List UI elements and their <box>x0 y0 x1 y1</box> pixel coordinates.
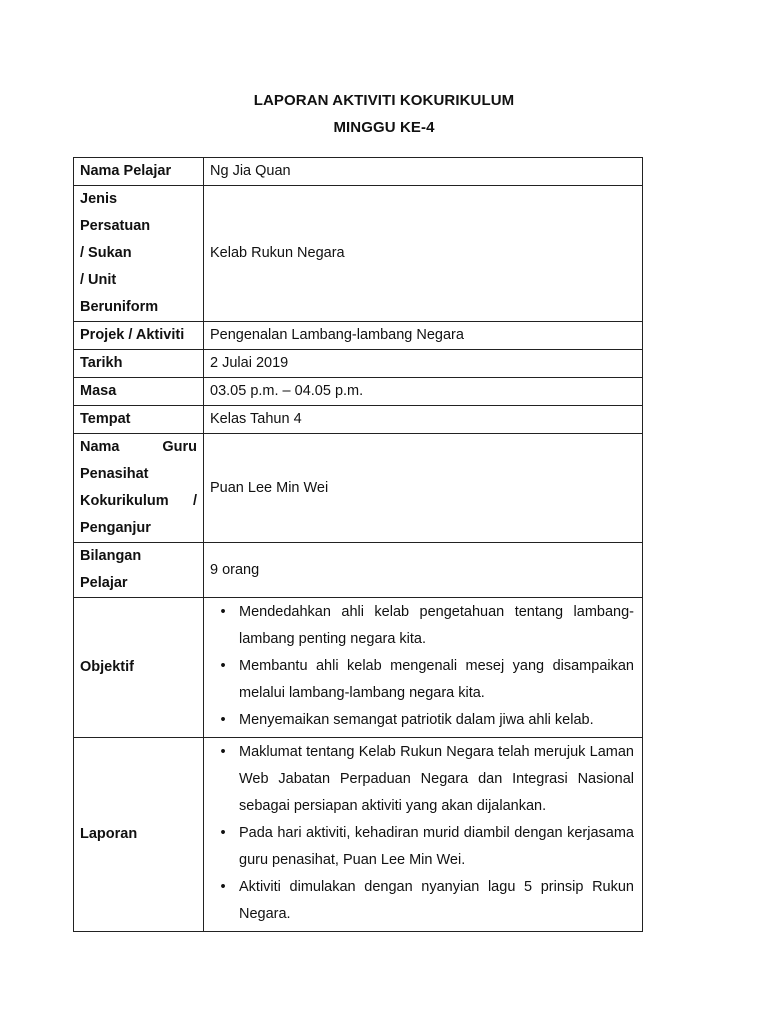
value-projek-aktiviti: Pengenalan Lambang-lambang Negara <box>204 322 643 350</box>
value-bilangan-pelajar: 9 orang <box>204 543 643 598</box>
table-row <box>74 186 643 322</box>
label-laporan: Laporan <box>74 738 204 932</box>
label-line: Nama Guru <box>80 439 197 455</box>
report-week: MINGGU KE-4 <box>333 119 435 136</box>
label-nama-guru <box>74 434 204 543</box>
label-line: Penasihat <box>80 466 149 482</box>
value-laporan <box>204 738 643 932</box>
bullet-icon: • <box>220 604 226 620</box>
bullet-icon: • <box>220 712 226 728</box>
laporan-list <box>210 739 634 928</box>
label-projek-aktiviti: Projek / Aktiviti <box>74 322 204 350</box>
label-line: / Unit <box>80 272 117 288</box>
table-row <box>74 434 643 543</box>
value-objektif <box>204 598 643 738</box>
label-jenis-persatuan <box>74 186 204 322</box>
label-line: Penganjur <box>80 520 151 536</box>
table-row <box>74 543 643 598</box>
list-item <box>210 739 634 820</box>
label-masa: Masa <box>74 378 204 406</box>
label-line: Persatuan <box>80 218 151 234</box>
value-masa: 03.05 p.m. – 04.05 p.m. <box>204 378 643 406</box>
label-line: / Sukan <box>80 245 132 261</box>
value-tempat: Kelas Tahun 4 <box>204 406 643 434</box>
table-row <box>74 738 643 932</box>
table-row <box>74 598 643 738</box>
table-row <box>74 406 643 434</box>
table-row <box>74 158 643 186</box>
report-title: LAPORAN AKTIVITI KOKURIKULUM <box>253 92 515 109</box>
label-nama-pelajar: Nama Pelajar <box>74 158 204 186</box>
bullet-icon: • <box>220 744 226 760</box>
list-item-text: Mendedahkan ahli kelab pengetahuan tentang lambang-lambang penting negara kita. <box>239 604 634 647</box>
list-item <box>210 599 634 653</box>
value-jenis-persatuan: Kelab Rukun Negara <box>204 186 643 322</box>
list-item <box>210 653 634 707</box>
list-item-text: Menyemaikan semangat patriotik dalam jiwa ahli kelab. <box>239 712 594 728</box>
label-tarikh: Tarikh <box>74 350 204 378</box>
list-item <box>210 820 634 874</box>
list-item <box>210 874 634 928</box>
label-line: Kokurikulum / <box>80 493 197 509</box>
table-row <box>74 378 643 406</box>
table-row <box>74 322 643 350</box>
bullet-icon: • <box>220 658 226 674</box>
value-tarikh: 2 Julai 2019 <box>204 350 643 378</box>
value-nama-guru: Puan Lee Min Wei <box>204 434 643 543</box>
label-line: Bilangan <box>80 548 142 564</box>
label-bilangan-pelajar <box>74 543 204 598</box>
bullet-icon: • <box>220 879 226 895</box>
objektif-list <box>210 599 634 734</box>
list-item-text: Membantu ahli kelab mengenali mesej yang disampaikan melalui lambang-lambang negara kita. <box>239 658 634 701</box>
bullet-icon: • <box>220 825 226 841</box>
label-line: Beruniform <box>80 299 159 315</box>
list-item-text: Aktiviti dimulakan dengan nyanyian lagu 5 prinsip Rukun Negara. <box>239 879 634 922</box>
list-item <box>210 707 634 734</box>
label-tempat: Tempat <box>74 406 204 434</box>
list-item-text: Maklumat tentang Kelab Rukun Negara telah merujuk Laman Web Jabatan Perpaduan Negara dan Integrasi Nasional sebagai persiapan aktiviti yang akan dijalankan. <box>239 744 634 814</box>
list-item-text: Pada hari aktiviti, kehadiran murid diambil dengan kerjasama guru penasihat, Puan Lee Min Wei. <box>239 825 634 868</box>
value-nama-pelajar: Ng Jia Quan <box>204 158 643 186</box>
report-table <box>73 157 643 932</box>
label-line: Jenis <box>80 191 118 207</box>
label-line: Pelajar <box>80 575 128 591</box>
label-objektif: Objektif <box>74 598 204 738</box>
table-row <box>74 350 643 378</box>
